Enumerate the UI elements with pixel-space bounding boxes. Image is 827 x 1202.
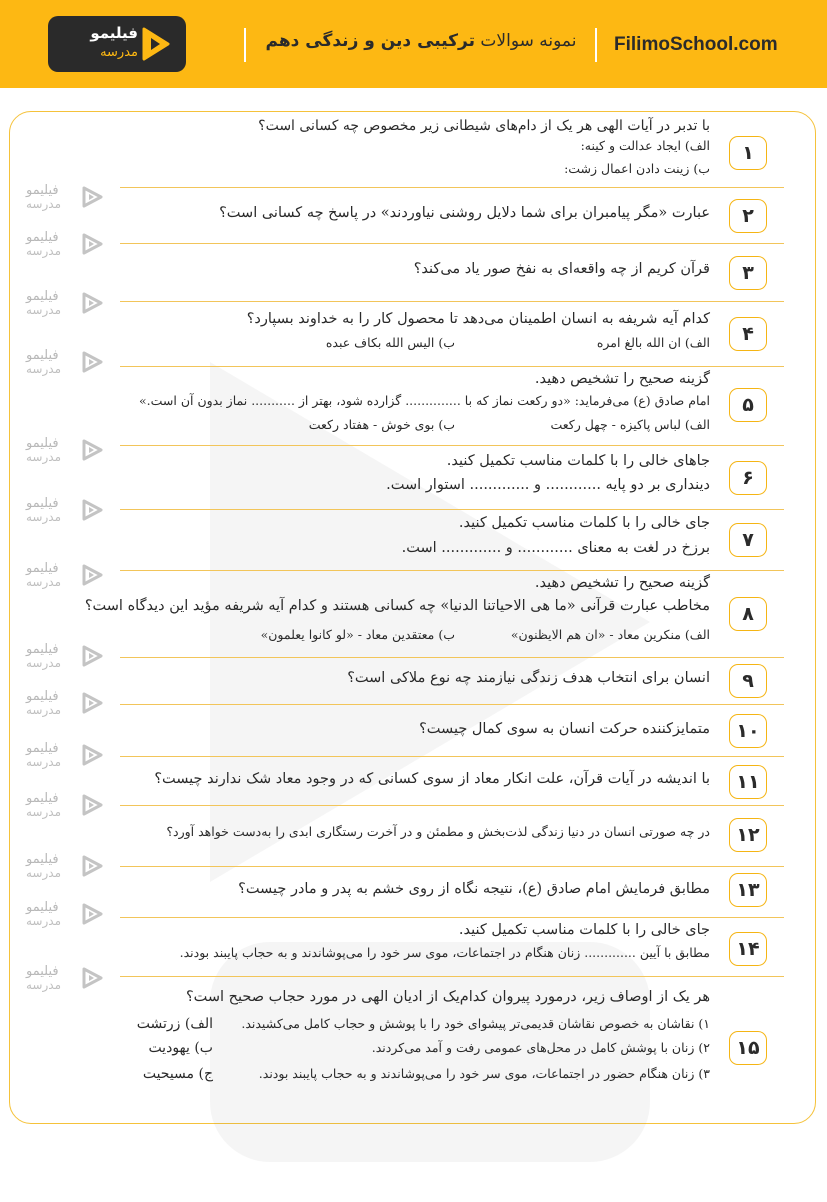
question-text: هر یک از اوصاف زیر، درمورد پیروان کدام‌یک از ادیان الهی در مورد حجاب صحیح است؟ <box>185 989 710 1005</box>
question-text: مطابق فرمایش امام صادق (ع)، نتیجه نگاه از روی خشم به پدر و مادر چیست؟ <box>238 881 710 897</box>
row-divider <box>120 866 784 867</box>
filimo-logo[interactable] <box>48 16 186 72</box>
watermark-line2: مدرسه <box>26 914 62 928</box>
watermark-line1: فیلیمو <box>26 230 59 245</box>
watermark-line2: مدرسه <box>26 575 62 589</box>
row-divider <box>120 917 784 918</box>
question-number-badge: ۸ <box>729 597 767 631</box>
watermark-line2: مدرسه <box>26 362 62 376</box>
question-text: متمایزکننده حرکت انسان به سوی کمال چیست؟ <box>419 721 710 737</box>
watermark-line1: فیلیمو <box>26 561 59 576</box>
watermark-play-icon <box>80 498 104 522</box>
watermark-line1: فیلیمو <box>26 791 59 806</box>
question-number-badge: ۱ <box>729 136 767 170</box>
question-number-badge: ۱۵ <box>729 1031 767 1065</box>
question-text: با تدبر در آیات الهی هر یک از دام‌های شیطانی زیر مخصوص چه کسانی است؟ <box>258 118 710 134</box>
question-number-badge: ۱۰ <box>729 714 767 748</box>
watermark-line1: فیلیمو <box>26 689 59 704</box>
row-divider <box>120 657 784 658</box>
watermark-line2: مدرسه <box>26 978 62 992</box>
header-divider <box>244 28 246 62</box>
header-divider <box>595 28 597 62</box>
watermark-line2: مدرسه <box>26 510 62 524</box>
option-b: ب) الیس الله بکاف عبده <box>325 335 455 350</box>
play-icon <box>140 26 172 62</box>
row-divider <box>120 570 784 571</box>
question-text: کدام آیه شریفه به انسان اطمینان می‌دهد تا محصول کار را به خداوند بسپارد؟ <box>246 311 710 327</box>
question-number-badge: ۲ <box>729 199 767 233</box>
row-divider <box>120 301 784 302</box>
question-number-badge: ۱۴ <box>729 932 767 966</box>
watermark-line1: فیلیمو <box>26 964 59 979</box>
question-text: قرآن کریم از چه واقعه‌ای به نفخ صور یاد می‌کند؟ <box>413 261 710 277</box>
watermark-play-icon <box>80 854 104 878</box>
question-text: جای خالی را با کلمات مناسب تکمیل کنید. <box>458 922 710 938</box>
watermark-play-icon <box>80 438 104 462</box>
row-divider <box>120 704 784 705</box>
watermark-line2: مدرسه <box>26 303 62 317</box>
question-text: گزینه صحیح را تشخیص دهید. <box>534 575 710 591</box>
watermark-line1: فیلیمو <box>26 852 59 867</box>
watermark-line1: فیلیمو <box>26 496 59 511</box>
watermark-line1: فیلیمو <box>26 900 59 915</box>
watermark-line1: فیلیمو <box>26 289 59 304</box>
question-number-badge: ۱۳ <box>729 873 767 907</box>
title-prefix: نمونه سوالات <box>480 31 577 51</box>
question-text: عبارت «مگر پیامبران برای شما دلایل روشنی نیاوردند» در پاسخ چه کسانی است؟ <box>219 205 710 221</box>
watermark-play-icon <box>80 691 104 715</box>
question-text: ۲) زنان با پوشش کامل در محل‌های عمومی رفت و آمد می‌کردند. <box>371 1040 710 1055</box>
choice-item: ج) مسیحیت <box>142 1066 213 1082</box>
watermark-play-icon <box>80 350 104 374</box>
option-a: الف) ان الله بالغ امره <box>596 335 710 350</box>
watermark-play-icon <box>80 644 104 668</box>
watermark-line2: مدرسه <box>26 197 62 211</box>
watermark-line1: فیلیمو <box>26 348 59 363</box>
question-text: در چه صورتی انسان در دنیا زندگی لذت‌بخش و مطمئن و در آخرت رستگاری ابدی را به‌دست خواهد آورد؟ <box>166 824 710 839</box>
question-text: جای خالی را با کلمات مناسب تکمیل کنید. <box>458 515 710 531</box>
watermark-play-icon <box>80 793 104 817</box>
watermark-line1: فیلیمو <box>26 183 59 198</box>
row-divider <box>120 805 784 806</box>
option-b: ب) معتقدین معاد - «لو کانوا یعلمون» <box>260 627 455 642</box>
option-b: ب) بوی خوش - هفتاد رکعت <box>308 417 455 432</box>
question-number-badge: ۵ <box>729 388 767 422</box>
question-text: ۱) نقاشان به خصوص نقاشان قدیمی‌تر پیشوای خود را با پوشش و حجاب کامل می‌کشیدند. <box>241 1016 710 1031</box>
question-text: انسان برای انتخاب هدف زندگی نیازمند چه نوع ملاکی است؟ <box>347 670 710 686</box>
watermark-line2: مدرسه <box>26 805 62 819</box>
page-title <box>258 31 584 51</box>
question-text: با اندیشه در آیات قرآن، علت انکار معاد از سوی کسانی که در وجود معاد شک ندارند چیست؟ <box>154 771 710 787</box>
watermark-line2: مدرسه <box>26 656 62 670</box>
question-number-badge: ۱۲ <box>729 818 767 852</box>
choice-item: ب) یهودیت <box>148 1040 213 1056</box>
watermark-line2: مدرسه <box>26 450 62 464</box>
choice-item: الف) زرتشت <box>136 1016 213 1032</box>
question-number-badge: ۶ <box>729 461 767 495</box>
question-text: جاهای خالی را با کلمات مناسب تکمیل کنید. <box>446 453 710 469</box>
question-text: مخاطب عبارت قرآنی «ما هی الاحیاتنا الدنیا» چه کسانی هستند و کدام آیه شریفه مؤید این دیدگاه است؟ <box>84 598 710 614</box>
watermark-line1: فیلیمو <box>26 642 59 657</box>
logo-line2: مدرسه <box>100 45 138 60</box>
watermark-play-icon <box>80 966 104 990</box>
question-text: امام صادق (ع) می‌فرماید: «دو رکعت نماز که با .............. گزارده شود، بهتر از ........... نماز بدون آن است.» <box>139 393 710 408</box>
question-text: الف) ایجاد عدالت و کینه: <box>580 138 710 153</box>
question-text: ۳) زنان هنگام حضور در اجتماعات، موی سر خود را می‌پوشاندند و به حجاب پایبند بودند. <box>258 1066 710 1081</box>
site-url[interactable]: FilimoSchool.com <box>614 34 778 55</box>
watermark-line2: مدرسه <box>26 703 62 717</box>
watermark-line1: فیلیمو <box>26 741 59 756</box>
question-text: مطابق با آیین ............. زنان هنگام در اجتماعات، موی سر خود را می‌پوشاندند و به حجاب پایبند بودند. <box>179 945 710 960</box>
watermark-play-icon <box>80 563 104 587</box>
row-divider <box>120 243 784 244</box>
header-bar <box>0 0 827 88</box>
row-divider <box>120 976 784 977</box>
watermark-line2: مدرسه <box>26 866 62 880</box>
watermark-play-icon <box>80 232 104 256</box>
watermark-play-icon <box>80 743 104 767</box>
question-number-badge: ۴ <box>729 317 767 351</box>
watermark-play-icon <box>80 185 104 209</box>
question-number-badge: ۹ <box>729 664 767 698</box>
row-divider <box>120 756 784 757</box>
watermark-line1: فیلیمو <box>26 436 59 451</box>
question-text: دینداری بر دو پایه ............ و ............. استوار است. <box>386 477 710 493</box>
question-number-badge: ۳ <box>729 256 767 290</box>
option-a: الف) منکرین معاد - «ان هم الایظنون» <box>510 627 710 642</box>
row-divider <box>120 366 784 367</box>
question-number-badge: ۷ <box>729 523 767 557</box>
row-divider <box>120 509 784 510</box>
question-text: گزینه صحیح را تشخیص دهید. <box>534 371 710 387</box>
question-text: ب) زینت دادن اعمال زشت: <box>564 161 710 176</box>
row-divider <box>120 445 784 446</box>
option-a: الف) لباس پاکیزه - چهل رکعت <box>550 417 710 432</box>
title-bold: ترکیبی دین و زندگی دهم <box>265 31 476 51</box>
watermark-play-icon <box>80 291 104 315</box>
row-divider <box>120 187 784 188</box>
watermark-line2: مدرسه <box>26 755 62 769</box>
logo-line1: فیلیمو <box>90 24 138 42</box>
question-text: برزخ در لغت به معنای ............ و ............. است. <box>401 540 710 556</box>
watermark-play-icon <box>80 902 104 926</box>
watermark-line2: مدرسه <box>26 244 62 258</box>
question-number-badge: ۱۱ <box>729 765 767 799</box>
